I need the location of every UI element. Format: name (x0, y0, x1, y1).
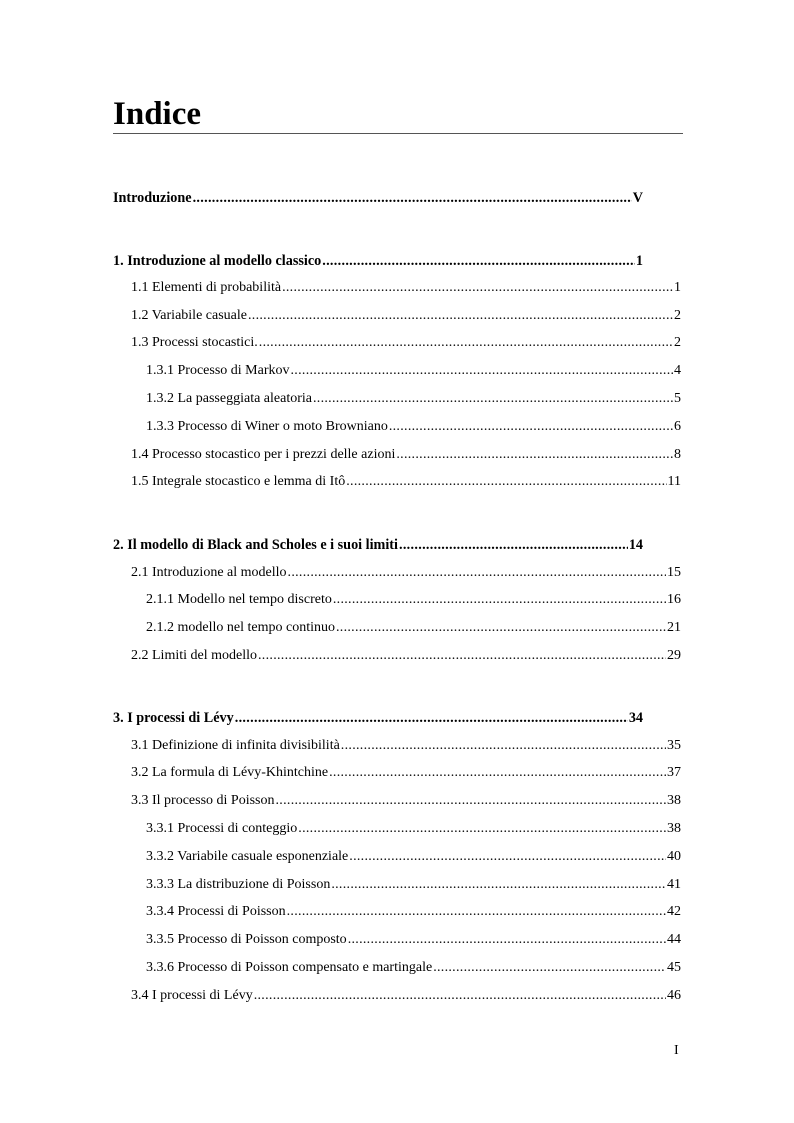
toc-entry-page: 1 (674, 280, 681, 295)
toc-entry[interactable] (131, 564, 681, 582)
toc-leader-dots (298, 820, 666, 838)
toc-entry-page: 40 (667, 849, 681, 864)
toc-entry-page: 2 (674, 308, 681, 323)
toc-entry-page: 6 (674, 419, 681, 434)
toc-entry-label: 3.1 Definizione di infinita divisibilità (131, 738, 340, 753)
toc-leader-dots (346, 473, 666, 491)
toc-entry[interactable] (146, 931, 681, 949)
toc-entry-label: 3.3.5 Processo di Poisson composto (146, 932, 347, 947)
toc-leader-dots (313, 390, 673, 408)
toc-entry[interactable] (131, 473, 681, 491)
page-number: I (674, 1043, 679, 1058)
toc-entry-page: 41 (667, 877, 681, 892)
toc-entry[interactable] (131, 307, 681, 325)
toc-entry-label: 1.3.3 Processo di Winer o moto Browniano (146, 419, 388, 434)
toc-leader-dots (291, 362, 674, 380)
toc-entry[interactable] (146, 876, 681, 894)
toc-entry-label: 3.3.6 Processo di Poisson compensato e martingale (146, 960, 433, 975)
toc-leader-dots (288, 564, 666, 582)
toc-entry[interactable] (131, 334, 681, 352)
toc-entry-label: 2. Il modello di Black and Scholes e i suoi limiti (113, 537, 398, 553)
toc-entry-page: 21 (667, 620, 681, 635)
toc-leader-dots (331, 876, 666, 894)
toc-entry-label: 3. I processi di Lévy (113, 710, 234, 726)
toc-entry[interactable] (131, 279, 681, 297)
toc-entry-label: 3.3.2 Variabile casuale esponenziale (146, 849, 349, 864)
toc-leader-dots (254, 987, 666, 1005)
toc-entry[interactable] (146, 390, 681, 408)
toc-leader-dots (433, 959, 666, 977)
toc-entry-label: 1.3.1 Processo di Markov (146, 363, 290, 378)
toc-entry-page: 38 (667, 793, 681, 808)
toc-entry[interactable] (131, 987, 681, 1005)
toc-leader-dots (248, 307, 673, 325)
toc-leader-dots (259, 334, 673, 352)
toc-entry-page: 4 (674, 363, 681, 378)
toc-entry-page: 15 (667, 565, 681, 580)
toc-entry[interactable] (146, 903, 681, 921)
toc-entry[interactable] (113, 709, 643, 727)
toc-entry-page: 2 (674, 335, 681, 350)
toc-leader-dots (399, 536, 628, 554)
toc-entry-label: 1.3 Processi stocastici. (131, 335, 258, 350)
toc-entry-page: 35 (667, 738, 681, 753)
toc-entry[interactable] (146, 619, 681, 637)
toc-entry-page: 44 (667, 932, 681, 947)
toc-entry-page: 37 (667, 765, 681, 780)
toc-entry-page: 8 (674, 447, 681, 462)
toc-entry-page: 45 (667, 960, 681, 975)
toc-leader-dots (282, 279, 673, 297)
toc-entry-label: 1.1 Elementi di probabilità (131, 280, 282, 295)
toc-leader-dots (329, 764, 666, 782)
toc-entry-page: 5 (674, 391, 681, 406)
toc-leader-dots (276, 792, 667, 810)
toc-leader-dots (389, 418, 673, 436)
toc-entry-page: 14 (628, 537, 643, 553)
toc-leader-dots (333, 591, 666, 609)
toc-leader-dots (336, 619, 666, 637)
toc-entry[interactable] (146, 820, 681, 838)
toc-entry[interactable] (146, 848, 681, 866)
toc-entry[interactable] (113, 536, 643, 554)
toc-leader-dots (396, 446, 673, 464)
toc-entry-page: 1 (635, 253, 643, 269)
toc-leader-dots (287, 903, 666, 921)
toc-entry[interactable] (131, 446, 681, 464)
toc-entry-page: 34 (628, 710, 643, 726)
toc-entry[interactable] (146, 418, 681, 436)
toc-entry-label: 3.2 La formula di Lévy-Khintchine (131, 765, 329, 780)
toc-entry-label: 3.4 I processi di Lévy (131, 988, 253, 1003)
toc-entry-label: 2.1.1 Modello nel tempo discreto (146, 592, 332, 607)
toc-entry-label: 3.3.4 Processi di Poisson (146, 904, 286, 919)
toc-entry[interactable] (146, 362, 681, 380)
toc-entry-label: 3.3.3 La distribuzione di Poisson (146, 877, 331, 892)
toc-entry[interactable] (131, 764, 681, 782)
toc-entry-page: 29 (667, 648, 681, 663)
toc-entry-page: 11 (667, 474, 681, 489)
toc-entry[interactable] (131, 737, 681, 755)
toc-entry-label: Introduzione (113, 190, 192, 206)
toc-entry[interactable] (146, 591, 681, 609)
toc-entry-label: 2.1 Introduzione al modello (131, 565, 287, 580)
toc-entry[interactable] (131, 792, 681, 810)
toc-entry[interactable] (113, 189, 643, 207)
page-title: Indice (113, 96, 202, 132)
toc-leader-dots (193, 189, 632, 207)
toc-leader-dots (349, 848, 666, 866)
toc-entry[interactable] (131, 647, 681, 665)
toc-entry[interactable] (146, 959, 681, 977)
toc-leader-dots (348, 931, 666, 949)
toc-entry-label: 2.2 Limiti del modello (131, 648, 257, 663)
toc-leader-dots (235, 709, 628, 727)
title-rule (113, 133, 683, 134)
toc-entry-page: 16 (667, 592, 681, 607)
toc-entry[interactable] (113, 252, 643, 270)
toc-entry-label: 1.2 Variabile casuale (131, 308, 247, 323)
toc-entry-label: 1.4 Processo stocastico per i prezzi delle azioni (131, 447, 396, 462)
toc-entry-page: 38 (667, 821, 681, 836)
toc-leader-dots (341, 737, 666, 755)
toc-entry-label: 1.5 Integrale stocastico e lemma di Itô (131, 474, 346, 489)
toc-entry-page: 46 (667, 988, 681, 1003)
toc-entry-label: 3.3.1 Processi di conteggio (146, 821, 298, 836)
toc-leader-dots (258, 647, 666, 665)
toc-leader-dots (322, 252, 635, 270)
toc-entry-label: 2.1.2 modello nel tempo continuo (146, 620, 335, 635)
toc-entry-label: 1.3.2 La passeggiata aleatoria (146, 391, 312, 406)
toc-entry-page: 42 (667, 904, 681, 919)
toc-entry-label: 3.3 Il processo di Poisson (131, 793, 275, 808)
toc-entry-page: V (632, 190, 643, 206)
toc-entry-label: 1. Introduzione al modello classico (113, 253, 322, 269)
